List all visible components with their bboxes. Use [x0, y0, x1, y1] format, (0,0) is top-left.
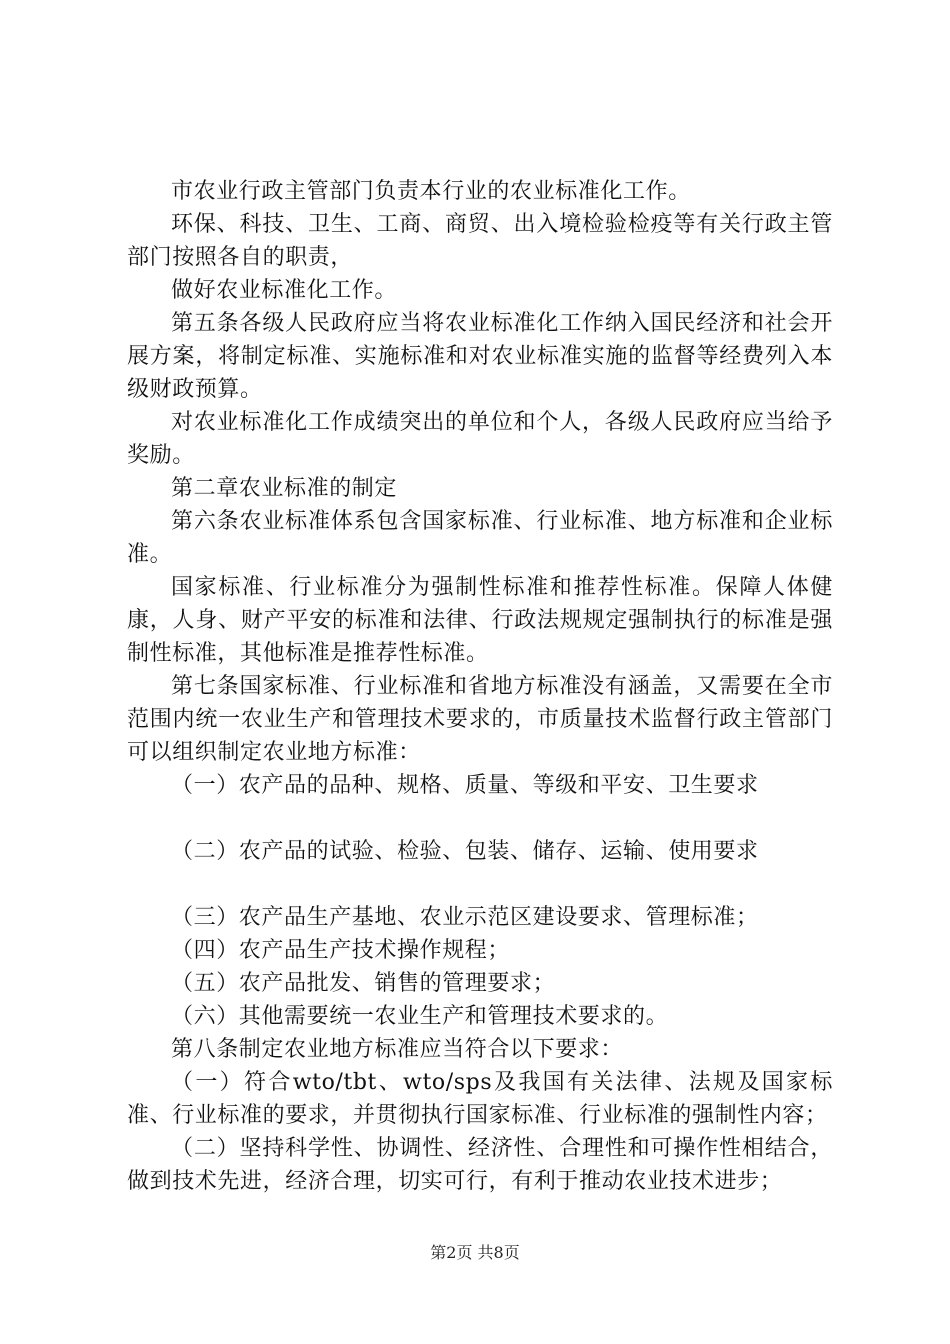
- paragraph: 第七条国家标准、行业标准和省地方标准没有涵盖，又需要在全市范围内统一农业生产和管理技术要求的，市质量技术监督行政主管部门可以组织制定农业地方标准：: [127, 674, 833, 765]
- paragraph: 第八条制定农业地方标准应当符合以下要求：: [171, 1037, 624, 1062]
- list-item: （三）农产品生产基地、农业示范区建设要求、管理标准；: [171, 905, 759, 930]
- list-item: （二）农产品的试验、检验、包装、储存、运输、使用要求: [171, 839, 759, 864]
- paragraph: 国家标准、行业标准分为强制性标准和推荐性标准。保障人体健康，人身、财产平安的标准和法律、行政法规规定强制执行的标准是强制性标准，其他标准是推荐性标准。: [127, 575, 833, 666]
- list-item: （五）农产品批发、销售的管理要求；: [171, 971, 556, 996]
- document-body: [127, 175, 833, 1198]
- list-item: （一）农产品的品种、规格、质量、等级和平安、卫生要求: [171, 773, 759, 798]
- paragraph: 市农业行政主管部门负责本行业的农业标准化工作。: [171, 179, 691, 204]
- paragraph: 第六条农业标准体系包含国家标准、行业标准、地方标准和企业标准。: [127, 509, 833, 567]
- paragraph: 环保、科技、卫生、工商、商贸、出入境检验检疫等有关行政主管部门按照各自的职责，: [127, 212, 833, 270]
- list-item: （四）农产品生产技术操作规程；: [171, 938, 511, 963]
- page-number: 第2页 共8页: [430, 1243, 520, 1262]
- paragraph: 第五条各级人民政府应当将农业标准化工作纳入国民经济和社会开展方案，将制定标准、实施标准和对农业标准实施的监督等经费列入本级财政预算。: [127, 311, 833, 402]
- list-item: （六）其他需要统一农业生产和管理技术要求的。: [171, 1004, 669, 1029]
- list-item: （二）坚持科学性、协调性、经济性、合理性和可操作性相结合，做到技术先进，经济合理，切实可行，有利于推动农业技术进步；: [127, 1136, 833, 1194]
- chapter-heading: 第二章农业标准的制定: [171, 476, 398, 501]
- page-footer: [0, 1242, 950, 1264]
- paragraph: 做好农业标准化工作。: [171, 278, 398, 303]
- paragraph: 对农业标准化工作成绩突出的单位和个人，各级人民政府应当给予奖励。: [127, 410, 833, 468]
- list-item: （一）符合wto/tbt、wto/sps及我国有关法律、法规及国家标准、行业标准的要求，并贯彻执行国家标准、行业标准的强制性内容；: [127, 1070, 833, 1128]
